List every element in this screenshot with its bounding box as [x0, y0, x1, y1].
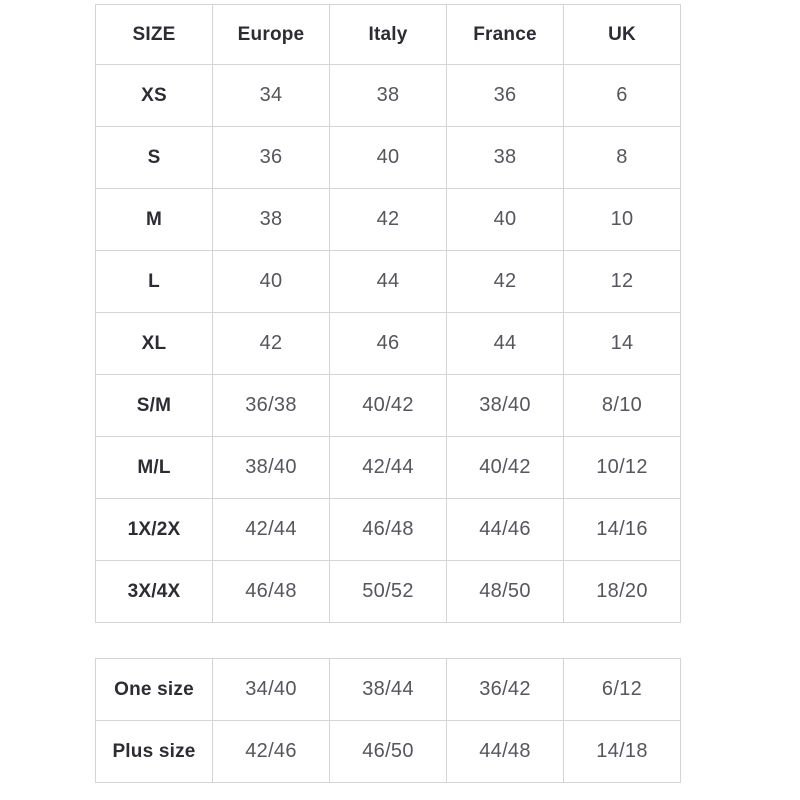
size-value-cell: 42 [447, 251, 564, 313]
size-value-cell: 10/12 [564, 437, 681, 499]
size-value-cell: 42/44 [330, 437, 447, 499]
table-row [96, 127, 681, 189]
column-header: SIZE [96, 5, 213, 65]
column-header: Europe [213, 5, 330, 65]
size-value-cell: 36/38 [213, 375, 330, 437]
size-value-cell: 14/16 [564, 499, 681, 561]
size-label-cell: 1X/2X [96, 499, 213, 561]
size-conversion-table-body [96, 65, 681, 623]
size-value-cell: 14/18 [564, 721, 681, 783]
size-value-cell: 44/48 [447, 721, 564, 783]
size-value-cell: 34/40 [213, 659, 330, 721]
table-row [96, 251, 681, 313]
size-value-cell: 40 [330, 127, 447, 189]
size-value-cell: 38 [330, 65, 447, 127]
size-value-cell: 44/46 [447, 499, 564, 561]
size-value-cell: 36 [447, 65, 564, 127]
size-label-cell: 3X/4X [96, 561, 213, 623]
size-label-cell: M/L [96, 437, 213, 499]
size-value-cell: 36/42 [447, 659, 564, 721]
column-header: France [447, 5, 564, 65]
table-row [96, 437, 681, 499]
table-row [96, 375, 681, 437]
size-value-cell: 42 [330, 189, 447, 251]
size-value-cell: 38/44 [330, 659, 447, 721]
size-value-cell: 40 [447, 189, 564, 251]
special-sizes-table [95, 658, 681, 783]
size-value-cell: 42/46 [213, 721, 330, 783]
size-label-cell: Plus size [96, 721, 213, 783]
size-value-cell: 8 [564, 127, 681, 189]
table-row [96, 313, 681, 375]
size-value-cell: 50/52 [330, 561, 447, 623]
size-value-cell: 6/12 [564, 659, 681, 721]
special-sizes-table-body [96, 659, 681, 783]
column-header: UK [564, 5, 681, 65]
size-value-cell: 44 [330, 251, 447, 313]
size-value-cell: 38/40 [447, 375, 564, 437]
size-label-cell: M [96, 189, 213, 251]
size-value-cell: 44 [447, 313, 564, 375]
size-value-cell: 38 [213, 189, 330, 251]
size-value-cell: 10 [564, 189, 681, 251]
size-value-cell: 42/44 [213, 499, 330, 561]
table-row [96, 65, 681, 127]
size-value-cell: 46/48 [213, 561, 330, 623]
size-value-cell: 8/10 [564, 375, 681, 437]
size-value-cell: 6 [564, 65, 681, 127]
size-label-cell: L [96, 251, 213, 313]
size-value-cell: 14 [564, 313, 681, 375]
size-value-cell: 46/48 [330, 499, 447, 561]
table-row [96, 499, 681, 561]
size-label-cell: XS [96, 65, 213, 127]
table-row [96, 561, 681, 623]
size-value-cell: 18/20 [564, 561, 681, 623]
size-label-cell: S/M [96, 375, 213, 437]
size-value-cell: 36 [213, 127, 330, 189]
table-row [96, 721, 681, 783]
size-value-cell: 38/40 [213, 437, 330, 499]
size-label-cell: S [96, 127, 213, 189]
size-conversion-table-header [96, 5, 681, 65]
size-value-cell: 48/50 [447, 561, 564, 623]
header-row [96, 5, 681, 65]
size-value-cell: 46 [330, 313, 447, 375]
size-value-cell: 40/42 [447, 437, 564, 499]
table-row [96, 189, 681, 251]
size-value-cell: 42 [213, 313, 330, 375]
size-value-cell: 40 [213, 251, 330, 313]
table-row [96, 659, 681, 721]
size-value-cell: 38 [447, 127, 564, 189]
size-value-cell: 12 [564, 251, 681, 313]
size-value-cell: 34 [213, 65, 330, 127]
size-value-cell: 46/50 [330, 721, 447, 783]
size-value-cell: 40/42 [330, 375, 447, 437]
size-label-cell: One size [96, 659, 213, 721]
size-label-cell: XL [96, 313, 213, 375]
size-conversion-table [95, 4, 681, 623]
column-header: Italy [330, 5, 447, 65]
